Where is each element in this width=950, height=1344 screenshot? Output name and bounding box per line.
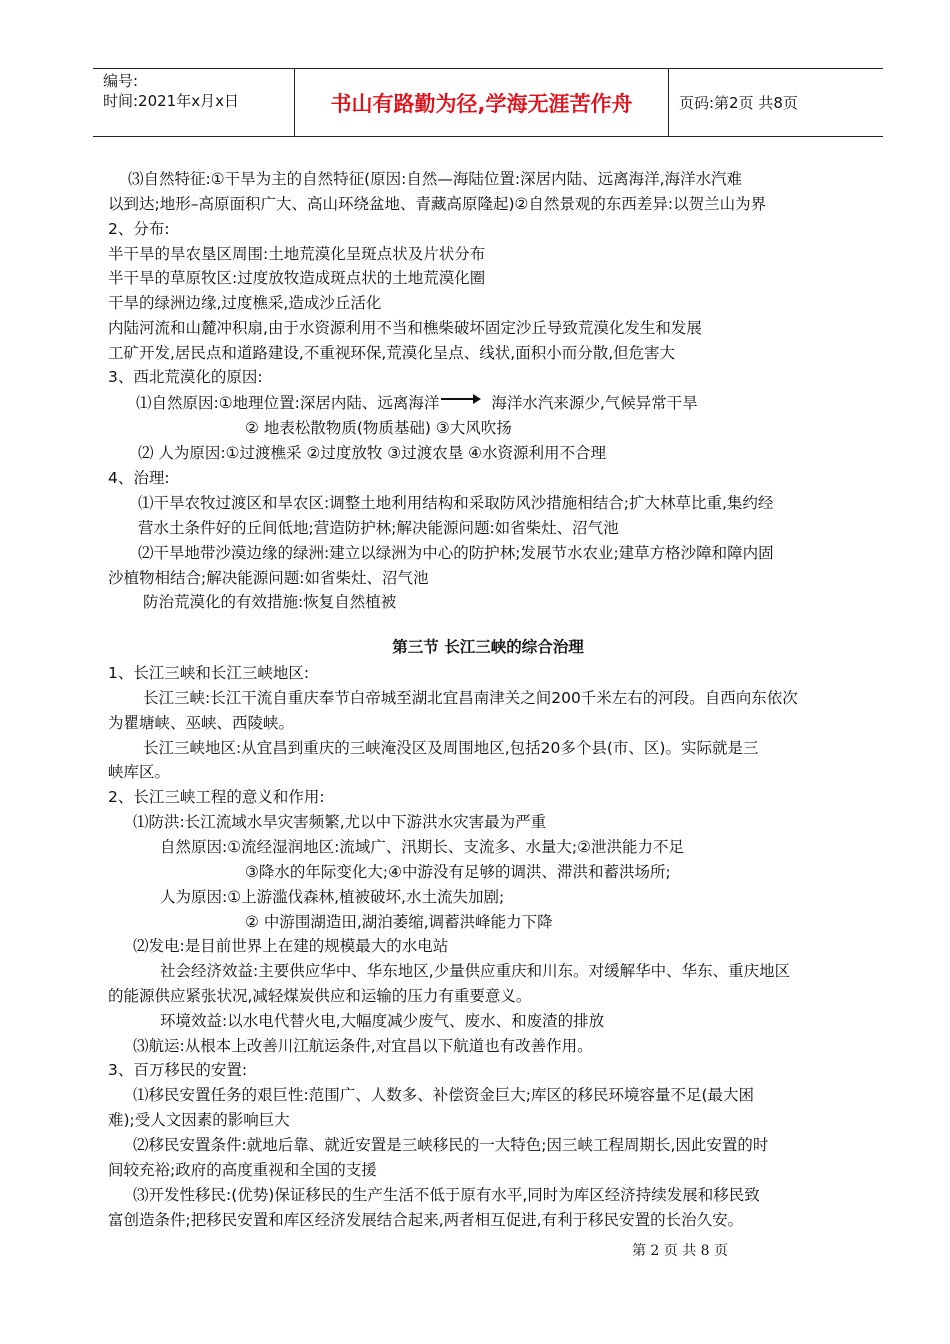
text-line: ③降水的年际变化大;④中游没有足够的调洪、滞洪和蓄洪场所; (245, 863, 671, 881)
text-line: ⑶自然特征:①干旱为主的自然特征(原因:自然—海陆位置:深居内陆、远离海洋,海洋水汽难 (128, 170, 743, 188)
text-line: 防治荒漠化的有效措施:恢复自然植被 (143, 593, 397, 611)
text-line: 自然原因:①流经湿润地区:流域广、汛期长、支流多、水量大;②泄洪能力不足 (160, 838, 684, 856)
text-line: 内陆河流和山麓冲积扇,由于水资源利用不当和樵柴破坏固定沙丘导致荒漠化发生和发展 (108, 319, 702, 337)
text-line: 的能源供应紧张状况,减轻煤炭供应和运输的压力有重要意义。 (108, 987, 532, 1005)
text-line: 环境效益:以水电代替火电,大幅度减少废气、废水、和废渣的排放 (160, 1012, 605, 1030)
text-line: ⑶开发性移民:(优势)保证移民的生产生活不低于原有水平,同时为库区经济持续发展和移民致 (133, 1186, 760, 1204)
text-line: 富创造条件;把移民安置和库区经济发展结合起来,两者相互促进,有利于移民安置的长治久安。 (108, 1211, 744, 1229)
section-heading: 2、分布: (108, 220, 170, 238)
right-arrow-icon (441, 398, 479, 400)
text-line: 工矿开发,居民点和道路建设,不重视环保,荒漠化呈点、线状,面积小而分散,但危害大 (108, 344, 676, 362)
text-line: ② 中游围湖造田,湖泊萎缩,调蓄洪峰能力下降 (245, 913, 553, 931)
text-line (136, 391, 698, 416)
text-segment: ⑴自然原因:①地理位置:深居内陆、远离海洋 (136, 394, 440, 412)
section-title: 第三节 长江三峡的综合治理 (392, 638, 584, 656)
text-line: ⑶航运:从根本上改善川江航运条件,对宜昌以下航道也有改善作用。 (133, 1037, 593, 1055)
text-line: 以到达;地形–高原面积广大、高山环绕盆地、青藏高原隆起)②自然景观的东西差异:以贺兰山为界 (108, 195, 767, 213)
header-motto: 书山有路勤为径,学海无涯苦作舟 (295, 69, 669, 136)
text-line: ⑵移民安置条件:就地后靠、就近安置是三峡移民的一大特色;因三峡工程周期长,因此安置的时 (133, 1136, 769, 1154)
text-line: ② 地表松散物质(物质基础) ③大风吹扬 (245, 419, 512, 437)
section-heading: 1、长江三峡和长江三峡地区: (108, 664, 310, 682)
text-line: 干旱的绿洲边缘,过度樵采,造成沙丘活化 (108, 294, 382, 312)
section-heading: 3、西北荒漠化的原因: (108, 368, 263, 386)
text-line: ⑴移民安置任务的艰巨性:范围广、人数多、补偿资金巨大;库区的移民环境容量不足(最大困 (133, 1086, 754, 1104)
text-line: 社会经济效益:主要供应华中、华东地区,少量供应重庆和川东。对缓解华中、华东、重庆地区 (160, 962, 791, 980)
text-line: 营水土条件好的丘间低地;营造防护林;解决能源问题:如省柴灶、沼气池 (138, 519, 619, 537)
text-line: 间较充裕;政府的高度重视和全国的支援 (108, 1161, 377, 1179)
section-heading: 4、治理: (108, 469, 170, 487)
text-line: ⑵ 人为原因:①过渡樵采 ②过度放牧 ③过渡农垦 ④水资源利用不合理 (138, 444, 607, 462)
document-number-label: 编号: (103, 72, 139, 90)
page-header (93, 68, 883, 137)
text-line: 为瞿塘峡、巫峡、西陵峡。 (108, 714, 295, 732)
text-line: ⑵发电:是目前世界上在建的规模最大的水电站 (133, 937, 449, 955)
section-heading: 2、长江三峡工程的意义和作用: (108, 788, 325, 806)
text-line: ⑴干旱农牧过渡区和旱农区:调整土地利用结构和采取防风沙措施相结合;扩大林草比重,集约经 (138, 494, 774, 512)
section-heading: 3、百万移民的安置: (108, 1061, 248, 1079)
page-footer: 第 2 页 共 8 页 (631, 1243, 729, 1259)
header-page-number: 页码:第2页 共8页 (679, 94, 798, 112)
text-line: 人为原因:①上游滥伐森林,植被破坏,水土流失加剧; (160, 888, 505, 906)
text-segment: 海洋水汽来源少,气候异常干旱 (491, 394, 698, 412)
header-meta (93, 69, 295, 136)
text-line: 沙植物相结合;解决能源问题:如省柴灶、沼气池 (108, 569, 429, 587)
text-line: 长江三峡:长江干流自重庆奉节白帝城至湖北宜昌南津关之间200千米左右的河段。自西向东依次 (143, 689, 798, 707)
text-line: 半干旱的草原牧区:过度放牧造成斑点状的土地荒漠化圈 (108, 269, 486, 287)
text-line: 难);受人文因素的影响巨大 (108, 1111, 290, 1129)
document-time-label: 时间:2021年x月x日 (103, 92, 239, 110)
text-line: 峡库区。 (108, 763, 171, 781)
text-line: ⑴防洪:长江流域水旱灾害频繁,尤以中下游洪水灾害最为严重 (133, 813, 547, 831)
text-line: ⑵干旱地带沙漠边缘的绿洲:建立以绿洲为中心的防护林;发展节水农业;建草方格沙障和障内固 (138, 544, 774, 562)
text-line: 半干旱的旱农垦区周围:土地荒漠化呈斑点状及片状分布 (108, 245, 486, 263)
text-line: 长江三峡地区:从宜昌到重庆的三峡淹没区及周围地区,包括20多个县(市、区)。实际就是三 (143, 739, 759, 757)
